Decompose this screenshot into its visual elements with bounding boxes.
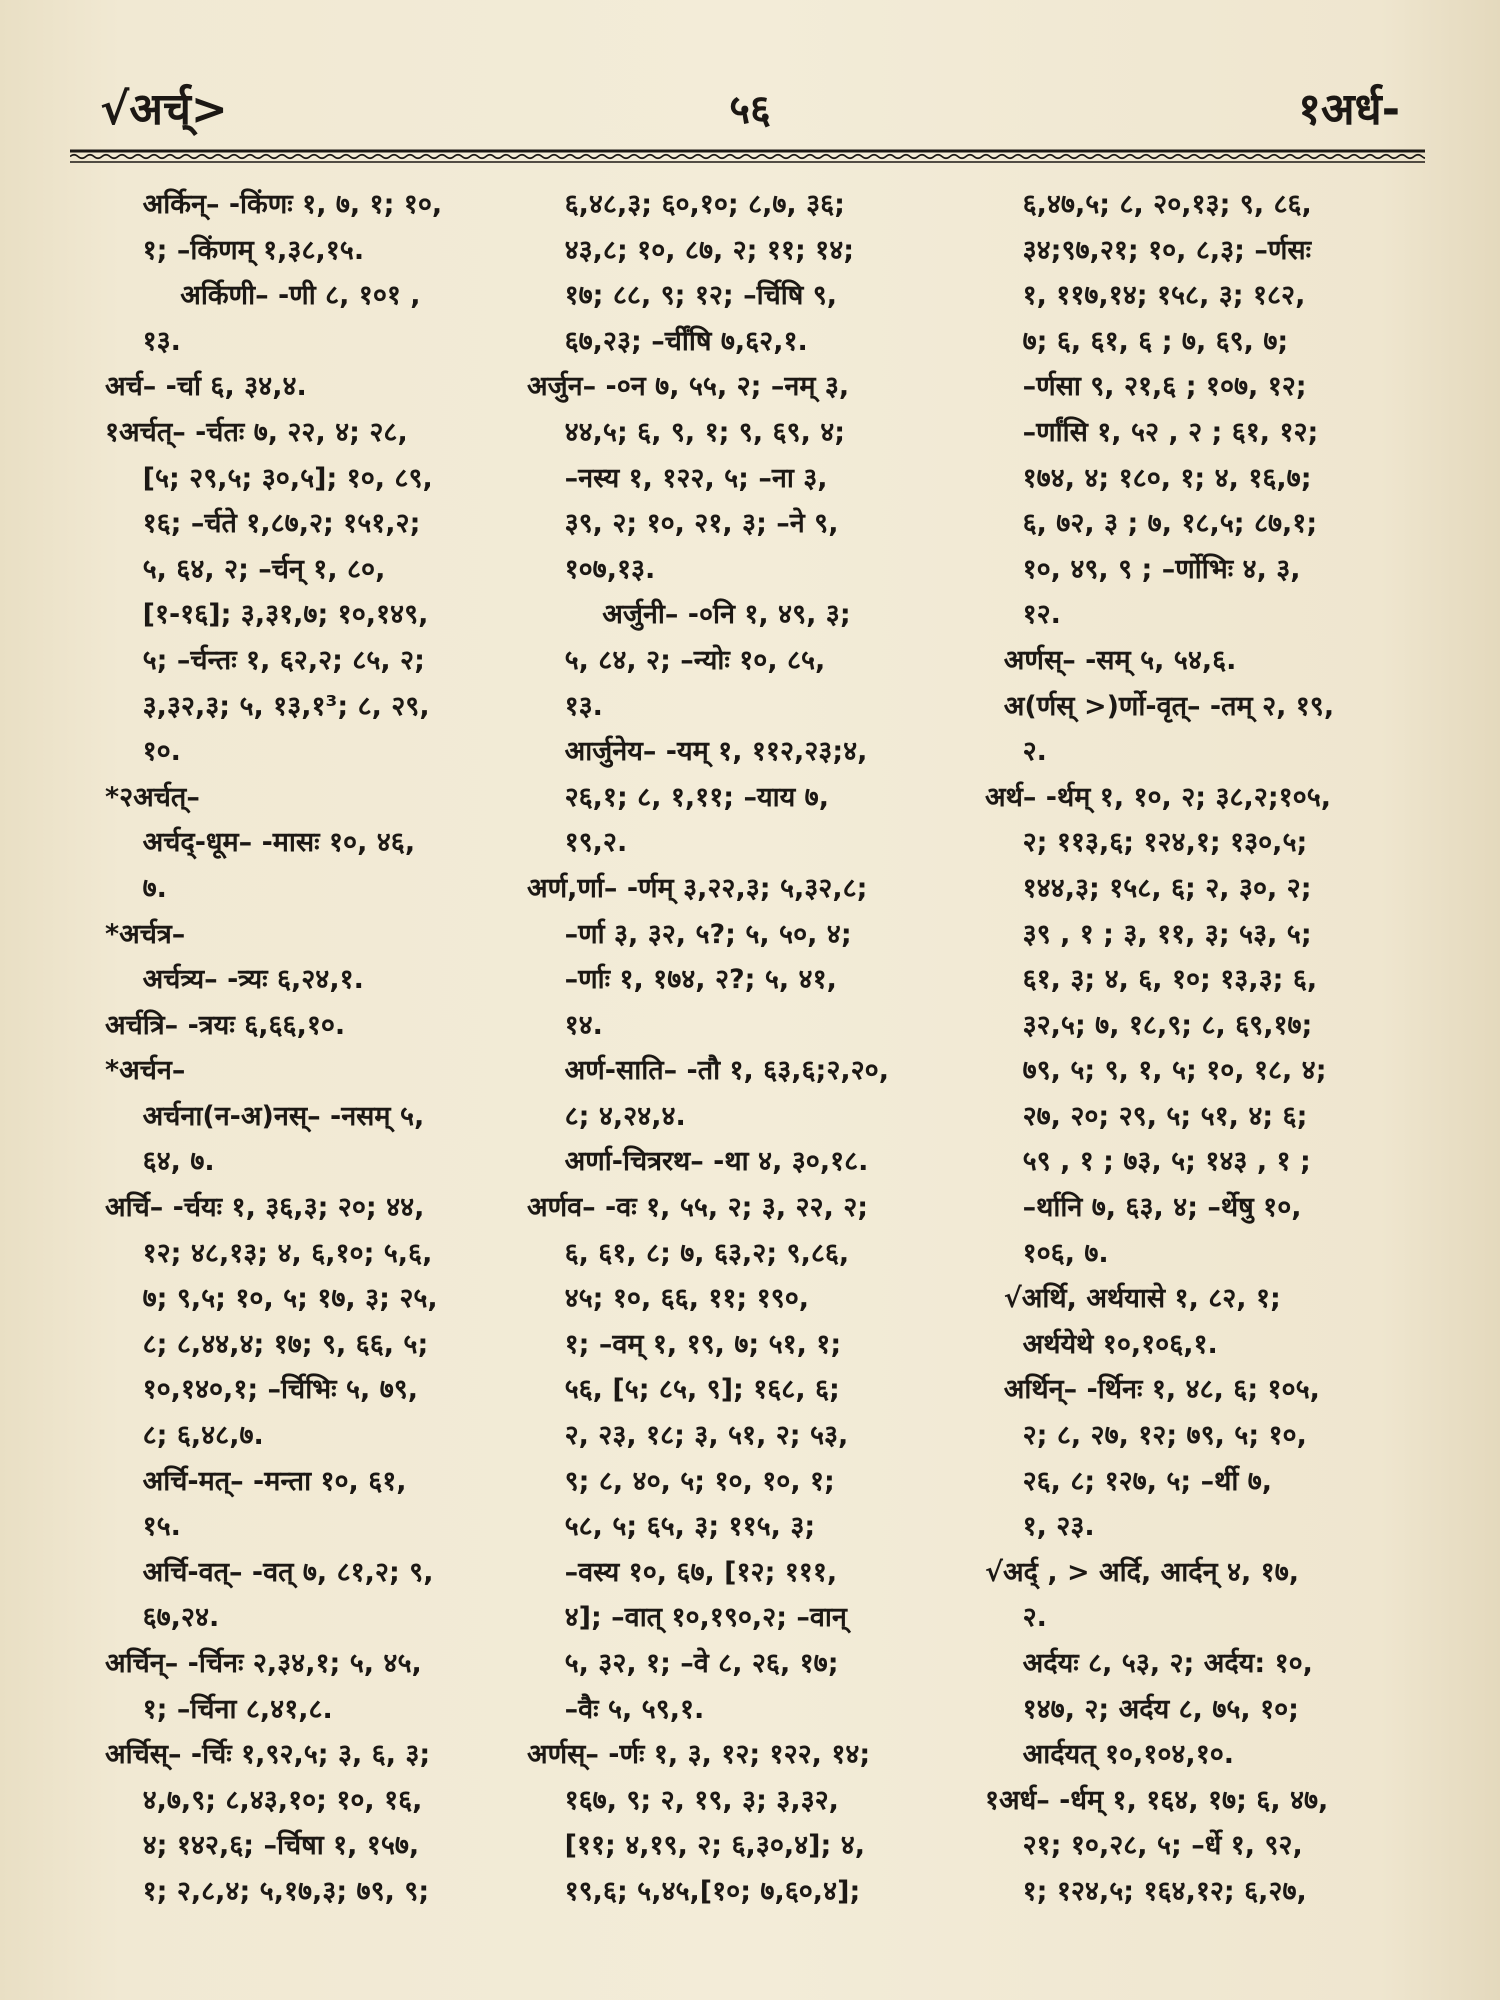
entry-line: अर्चि-मत्– -मन्ता १०, ६१, <box>105 1465 407 1497</box>
entry-line: ५, ३२, १; –वे ८, २६, १७; <box>527 1648 839 1679</box>
entry-line: अर्चिस्– -र्चिः १,९२,५; ३, ६, ३; <box>105 1739 431 1771</box>
entry-line: –र्णाः १, १७४, २?; ५, ४१, <box>527 964 837 996</box>
entry-line: अर्थ– -र्थम् १, १०, २; ३८,२;१०५, <box>985 781 1332 813</box>
entry-line: १०, ४९, ९ ; –र्णोभिः ४, ३, <box>985 553 1301 585</box>
entry-line: *२अर्चत्– <box>105 781 200 813</box>
entry-line: १; १२४,५; १६४,१२; ६,२७, <box>985 1875 1307 1907</box>
entry-line: अर्चना(न-अ)नस्– -नसम् ५, <box>105 1100 425 1132</box>
entry-line: १; २,८,४; ५,१७,३; ७९, ९; <box>105 1875 430 1907</box>
entry-line: अर्च– -र्चा ६, ३४,४. <box>105 371 307 403</box>
entry-line: ६७,२४. <box>105 1602 220 1634</box>
entry-line: [११; ४,१९, २; ६,३०,४]; ४, <box>527 1830 865 1862</box>
entry-line: ६, ७२, ३ ; ७, १८,५; ८७,१; <box>985 508 1318 540</box>
entry-line: ४; १४२,६; –र्चिषा १, १५७, <box>105 1830 420 1862</box>
entry-line: ३२,५; ७, १८,९; ८, ६९,१७; <box>985 1009 1313 1041</box>
entry-line: १२. <box>985 599 1061 631</box>
entry-line: अर्थिन्– -र्थिनः १, ४८, ६; १०५, <box>985 1374 1320 1406</box>
entry-line: √अर्द् , > अर्दि, आर्दन् ४, १७, <box>985 1556 1300 1588</box>
entry-line: १४४,३; १५८, ६; २, ३०, २; <box>985 872 1312 904</box>
entry-line: ५८, ५; ६५, ३; ११५, ३; <box>527 1511 816 1543</box>
header-right-headword: १अर्ध- <box>1298 84 1400 135</box>
entry-line: १, २३. <box>985 1511 1095 1543</box>
entry-line: –नस्य १, १२२, ५; –ना ३, <box>527 462 828 494</box>
entry-line: १; –र्चिना ८,४१,८. <box>105 1693 333 1725</box>
entry-line: १९,६; ५,४५,[१०; ७,६०,४]; <box>527 1875 861 1907</box>
entry-line: ४४,५; ६, ९, १; ९, ६९, ४; <box>527 416 846 448</box>
entry-line: ४३,८; १०, ८७, २; ११; १४; <box>527 234 855 266</box>
entry-line: १; –वम् १, १९, ७; ५१, १; <box>527 1328 842 1360</box>
entry-line: अर्चिन्– -र्चिनः २,३४,१; ५, ४५, <box>105 1648 422 1679</box>
header-left-headword: √अर्च्> <box>100 84 228 135</box>
entry-line: १७; ८८, ९; १२; –र्चिषि ९, <box>527 280 838 312</box>
entry-line: ६, ६१, ८; ७, ६३,२; ९,८६, <box>527 1237 850 1269</box>
entry-line: ८; ६,४८,७. <box>105 1420 264 1452</box>
entry-line: ३४;९७,२१; १०, ८,३; –र्णसः <box>985 234 1312 266</box>
entry-line: २६, ८; १२७, ५; –र्थी ७, <box>985 1465 1273 1497</box>
entry-line: ३,३२,३; ५, १३,१³; ८, २९, <box>105 690 430 722</box>
entry-line: अर्किणी– -णी ८, १०१ , <box>105 280 421 312</box>
entry-line: १४७, २; अर्दय ८, ७५, १०; <box>985 1693 1299 1725</box>
entry-line: १६७, ९; २, १९, ३; ३,३२, <box>527 1784 839 1816</box>
entry-line: १७४, ४; १८०, १; ४, १६,७; <box>985 462 1312 494</box>
entry-line: १०,१४०,१; –र्चिभिः ५, ७९, <box>105 1374 419 1406</box>
entry-line: ४५; १०, ६६, ११; १९०, <box>527 1283 810 1315</box>
entry-line: अर्णस्– -सम् ५, ५४,६. <box>985 644 1237 676</box>
entry-line: ५; –र्चन्तः १, ६२,२; ८५, २; <box>105 644 425 676</box>
entry-line: १४. <box>527 1009 603 1041</box>
entry-line: –र्थानि ७, ६३, ४; –र्थेषु १०, <box>985 1192 1302 1224</box>
entry-line: अर्जुनी– -०नि १, ४९, ३; <box>527 599 851 631</box>
entry-line: ७. <box>105 872 167 904</box>
entry-line: १६; –र्चते १,८७,२; १५१,२; <box>105 508 421 540</box>
entry-line: १; –किंणम् १,३८,१५. <box>105 234 365 266</box>
header-rule <box>70 148 1425 164</box>
entry-line: आर्दयत् १०,१०४,१०. <box>985 1739 1235 1771</box>
entry-line: ५, ६४, २; –र्चन् १, ८०, <box>105 553 386 585</box>
entry-line: अर्थयेथे १०,१०६,१. <box>985 1328 1218 1360</box>
entry-line: –र्णांसि १, ५२ , २ ; ६१, १२; <box>985 416 1319 448</box>
entry-line: २७, २०; २९, ५; ५१, ४; ६; <box>985 1100 1308 1132</box>
entry-line: अर्चत्रि– -त्रयः ६,६६,१०. <box>105 1009 346 1041</box>
entry-line: ८; ८,४४,४; १७; ९, ६६, ५; <box>105 1328 429 1360</box>
column-3 <box>985 182 1425 1915</box>
entry-line: १५. <box>105 1511 181 1543</box>
entry-line: अ(र्णस् >)र्णो-वृत्– -तम् २, १९, <box>985 690 1335 722</box>
entry-line: अर्चत्र्य– -त्र्यः ६,२४,१. <box>105 964 364 996</box>
entry-line: ५६, [५; ८५, ९]; १६८, ६; <box>527 1374 840 1406</box>
entry-line: –वैः ५, ५९,१. <box>527 1693 705 1725</box>
entry-line: अर्ण,र्णा– -र्णम् ३,२२,३; ५,३२,८; <box>527 872 868 904</box>
entry-line: [१-१६]; ३,३१,७; १०,१४९, <box>105 599 429 631</box>
entry-line: २. <box>985 1602 1047 1634</box>
entry-line: *अर्चत्र– <box>105 918 186 950</box>
entry-line: –वस्य १०, ६७, [१२; १११, <box>527 1556 838 1588</box>
entry-line: १अर्चत्– -र्चतः ७, २२, ४; २८, <box>105 416 408 448</box>
column-1 <box>105 182 515 1915</box>
entry-line: १२; ४८,१३; ४, ६,१०; ५,६, <box>105 1237 433 1269</box>
entry-line: ५९ , १ ; ७३, ५; १४३ , १ ; <box>985 1146 1311 1178</box>
entry-line: २; ११३,६; १२४,१; १३०,५; <box>985 827 1308 859</box>
entry-line: ७९, ५; ९, १, ५; १०, १८, ४; <box>985 1055 1327 1087</box>
entry-line: २; ८, २७, १२; ७९, ५; १०, <box>985 1420 1307 1452</box>
entry-line: १, ११७,१४; १५८, ३; १८२, <box>985 280 1306 312</box>
entry-line: ४,७,९; ८,४३,१०; १०, १६, <box>105 1784 423 1816</box>
entry-line: ६,४८,३; ६०,१०; ८,७, ३६; <box>527 189 845 220</box>
entry-line: आर्जुनेय– -यम् १, ११२,२३;४, <box>527 736 868 768</box>
entry-line: अर्णव– -वः १, ५५, २; ३, २२, २; <box>527 1192 869 1224</box>
entry-line: ६१, ३; ४, ६, १०; १३,३; ६, <box>985 964 1318 996</box>
entry-line: ४]; –वात् १०,१९०,२; –वान् <box>527 1602 847 1634</box>
entry-line: अर्किन्– -किंणः १, ७, १; १०, <box>105 189 443 220</box>
entry-line: अर्दयः ८, ५३, २; अर्दय: १०, <box>985 1648 1313 1679</box>
entry-line: २. <box>985 736 1047 768</box>
entry-line: ६४, ७. <box>105 1146 215 1178</box>
entry-line: ७; ९,५; १०, ५; १७, ३; २५, <box>105 1283 438 1315</box>
entry-line: २१; १०,२८, ५; –र्धे १, ९२, <box>985 1830 1303 1862</box>
entry-line: ३९, २; १०, २१, ३; –ने ९, <box>527 508 839 540</box>
entry-line: अर्चद्-धूम– -मासः १०, ४६, <box>105 827 416 859</box>
entry-line: √अर्थि, अर्थयासे १, ८२, १; <box>985 1283 1281 1315</box>
entry-line: अर्ण-साति– -तौ १, ६३,६;२,२०, <box>527 1055 889 1087</box>
entry-line: [५; २९,५; ३०,५]; १०, ८९, <box>105 462 433 494</box>
entry-line: ७; ६, ६१, ६ ; ७, ६९, ७; <box>985 325 1289 357</box>
entry-line: ६७,२३; –र्चींषि ७,६२,१. <box>527 325 808 357</box>
column-2 <box>527 182 975 1915</box>
entry-line: –र्णसा ९, २१,६ ; १०७, १२; <box>985 371 1307 403</box>
entry-line: १०. <box>105 736 181 768</box>
entry-line: अर्णस्– -र्णः १, ३, १२; १२२, १४; <box>527 1739 871 1771</box>
entry-line: १९,२. <box>527 827 628 859</box>
entry-line: अर्णा-चित्ररथ– -था ४, ३०,१८. <box>527 1146 869 1178</box>
entry-line: ९; ८, ४०, ५; १०, १०, १; <box>527 1465 835 1497</box>
entry-line: १३. <box>527 690 603 722</box>
page-header <box>0 0 1500 150</box>
entry-line: २, २३, १८; ३, ५१, २; ५३, <box>527 1420 849 1452</box>
entry-line: ६,४७,५; ८, २०,१३; ९, ८६, <box>985 189 1312 220</box>
entry-line: अर्जुन– -०न ७, ५५, २; –नम् ३, <box>527 371 850 403</box>
entry-line: अर्चि– -र्चयः १, ३६,३; २०; ४४, <box>105 1192 425 1224</box>
entry-line: *अर्चन– <box>105 1055 186 1087</box>
page-number: ५६ <box>729 87 771 133</box>
entry-line: १०६, ७. <box>985 1237 1109 1269</box>
entry-line: ८; ४,२४,४. <box>527 1100 686 1132</box>
entry-line: १अर्ध– -र्धम् १, १६४, १७; ६, ४७, <box>985 1784 1329 1816</box>
entry-line: अर्चि-वत्– -वत् ७, ८१,२; ९, <box>105 1556 434 1588</box>
entry-line: १३. <box>105 325 181 357</box>
entry-line: ३९ , १ ; ३, ११, ३; ५३, ५; <box>985 918 1312 950</box>
entry-line: १०७,१३. <box>527 553 656 585</box>
entry-line: –र्णा ३, ३२, ५?; ५, ५०, ४; <box>527 918 852 950</box>
entry-line: २६,१; ८, १,११; –याय ७, <box>527 781 829 813</box>
entry-line: ५, ८४, २; –न्योः १०, ८५, <box>527 644 826 676</box>
